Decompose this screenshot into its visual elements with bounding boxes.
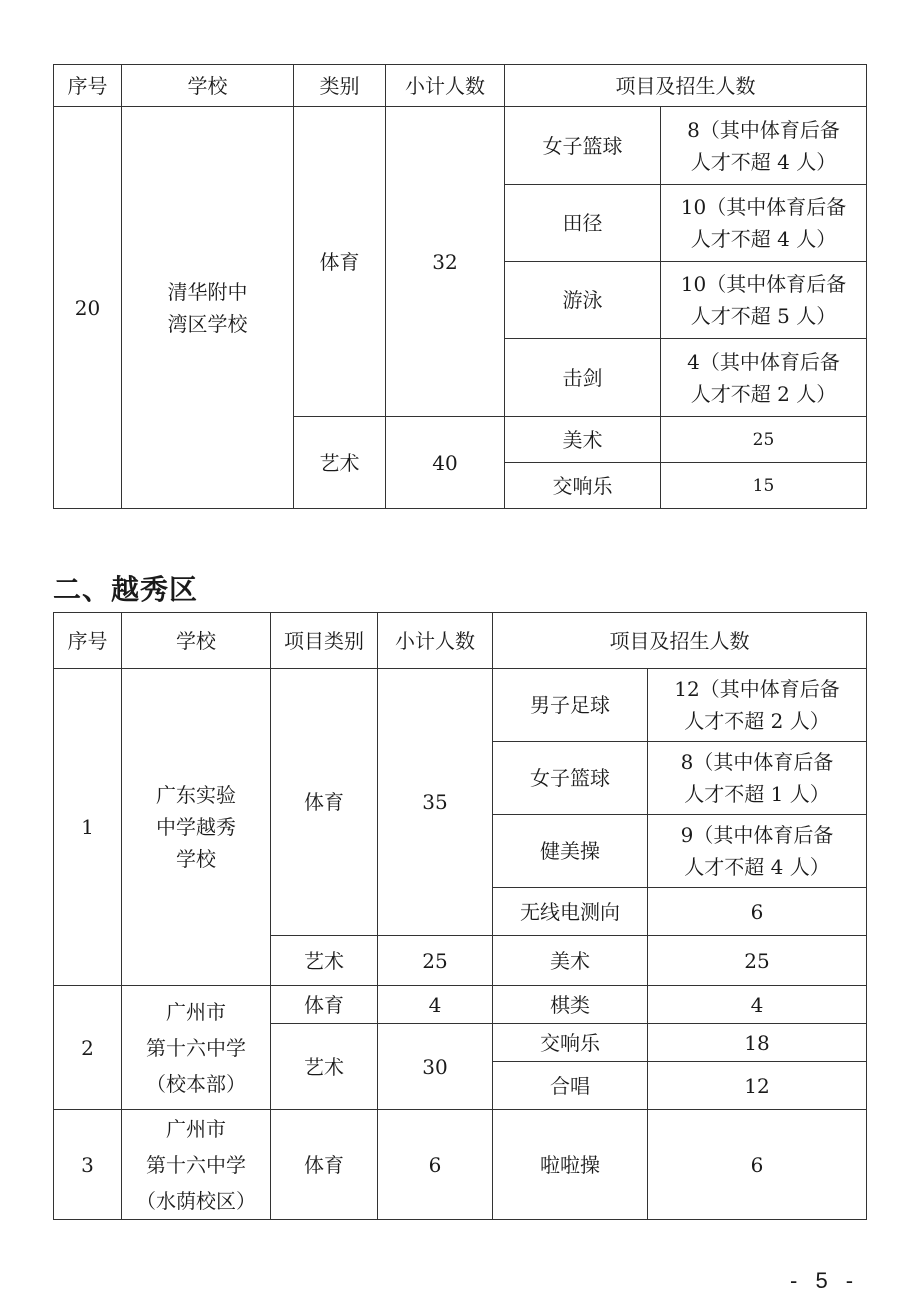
subtotal: 35 — [378, 669, 493, 936]
project-name: 游泳 — [505, 262, 661, 339]
category: 体育 — [271, 1110, 378, 1220]
project-name: 啦啦操 — [493, 1110, 648, 1220]
subtotal: 30 — [378, 1024, 493, 1110]
project-name: 无线电测向 — [493, 888, 648, 936]
project-name: 田径 — [505, 185, 661, 262]
table-row — [54, 1110, 867, 1220]
project-name: 交响乐 — [493, 1024, 648, 1062]
subtotal: 25 — [378, 936, 493, 986]
project-count: 25 — [661, 417, 867, 463]
category: 艺术 — [294, 417, 386, 509]
category: 体育 — [271, 669, 378, 936]
project-count: 15 — [661, 463, 867, 509]
table-row — [54, 986, 867, 1024]
project-name: 女子篮球 — [505, 107, 661, 185]
project-name: 美术 — [505, 417, 661, 463]
header-cell: 类别 — [294, 65, 386, 107]
category: 艺术 — [271, 1024, 378, 1110]
project-count: 18 — [648, 1024, 867, 1062]
category: 体育 — [294, 107, 386, 417]
school-name: 广州市 第十六中学 （水荫校区） — [122, 1110, 271, 1220]
project-name: 击剑 — [505, 339, 661, 417]
project-name: 交响乐 — [505, 463, 661, 509]
header-cell: 小计人数 — [378, 613, 493, 669]
category: 体育 — [271, 986, 378, 1024]
school-name: 广东实验 中学越秀 学校 — [122, 669, 271, 986]
project-count: 12 — [648, 1062, 867, 1110]
project-count: 8（其中体育后备 人才不超 4 人） — [661, 107, 867, 185]
row-number: 20 — [54, 107, 122, 509]
header-cell: 学校 — [122, 65, 294, 107]
project-name: 合唱 — [493, 1062, 648, 1110]
subtotal: 40 — [386, 417, 505, 509]
project-count: 4（其中体育后备 人才不超 2 人） — [661, 339, 867, 417]
project-name: 男子足球 — [493, 669, 648, 742]
page-number: - 5 - — [790, 1268, 860, 1293]
table-yuexiu — [53, 612, 867, 1220]
header-cell: 学校 — [122, 613, 271, 669]
row-number: 2 — [54, 986, 122, 1110]
table-header-row — [54, 613, 867, 669]
subtotal: 4 — [378, 986, 493, 1024]
table-row — [54, 669, 867, 742]
row-number: 3 — [54, 1110, 122, 1220]
project-count: 6 — [648, 888, 867, 936]
table-header-row — [54, 65, 867, 107]
school-name: 清华附中 湾区学校 — [122, 107, 294, 509]
project-name: 美术 — [493, 936, 648, 986]
header-cell: 项目及招生人数 — [505, 65, 867, 107]
project-count: 6 — [648, 1110, 867, 1220]
project-name: 棋类 — [493, 986, 648, 1024]
header-cell: 项目类别 — [271, 613, 378, 669]
header-cell: 项目及招生人数 — [493, 613, 867, 669]
section-title: 二、越秀区 — [53, 573, 199, 606]
project-count: 12（其中体育后备 人才不超 2 人） — [648, 669, 867, 742]
header-cell: 序号 — [54, 65, 122, 107]
header-cell: 小计人数 — [386, 65, 505, 107]
project-count: 8（其中体育后备 人才不超 1 人） — [648, 742, 867, 815]
subtotal: 32 — [386, 107, 505, 417]
table-haizhu-continued — [53, 64, 867, 509]
project-count: 10（其中体育后备 人才不超 4 人） — [661, 185, 867, 262]
school-name: 广州市 第十六中学 （校本部） — [122, 986, 271, 1110]
project-name: 健美操 — [493, 815, 648, 888]
project-count: 25 — [648, 936, 867, 986]
table-row — [54, 107, 867, 185]
project-count: 10（其中体育后备 人才不超 5 人） — [661, 262, 867, 339]
category: 艺术 — [271, 936, 378, 986]
project-count: 4 — [648, 986, 867, 1024]
header-cell: 序号 — [54, 613, 122, 669]
row-number: 1 — [54, 669, 122, 986]
project-name: 女子篮球 — [493, 742, 648, 815]
subtotal: 6 — [378, 1110, 493, 1220]
project-count: 9（其中体育后备 人才不超 4 人） — [648, 815, 867, 888]
